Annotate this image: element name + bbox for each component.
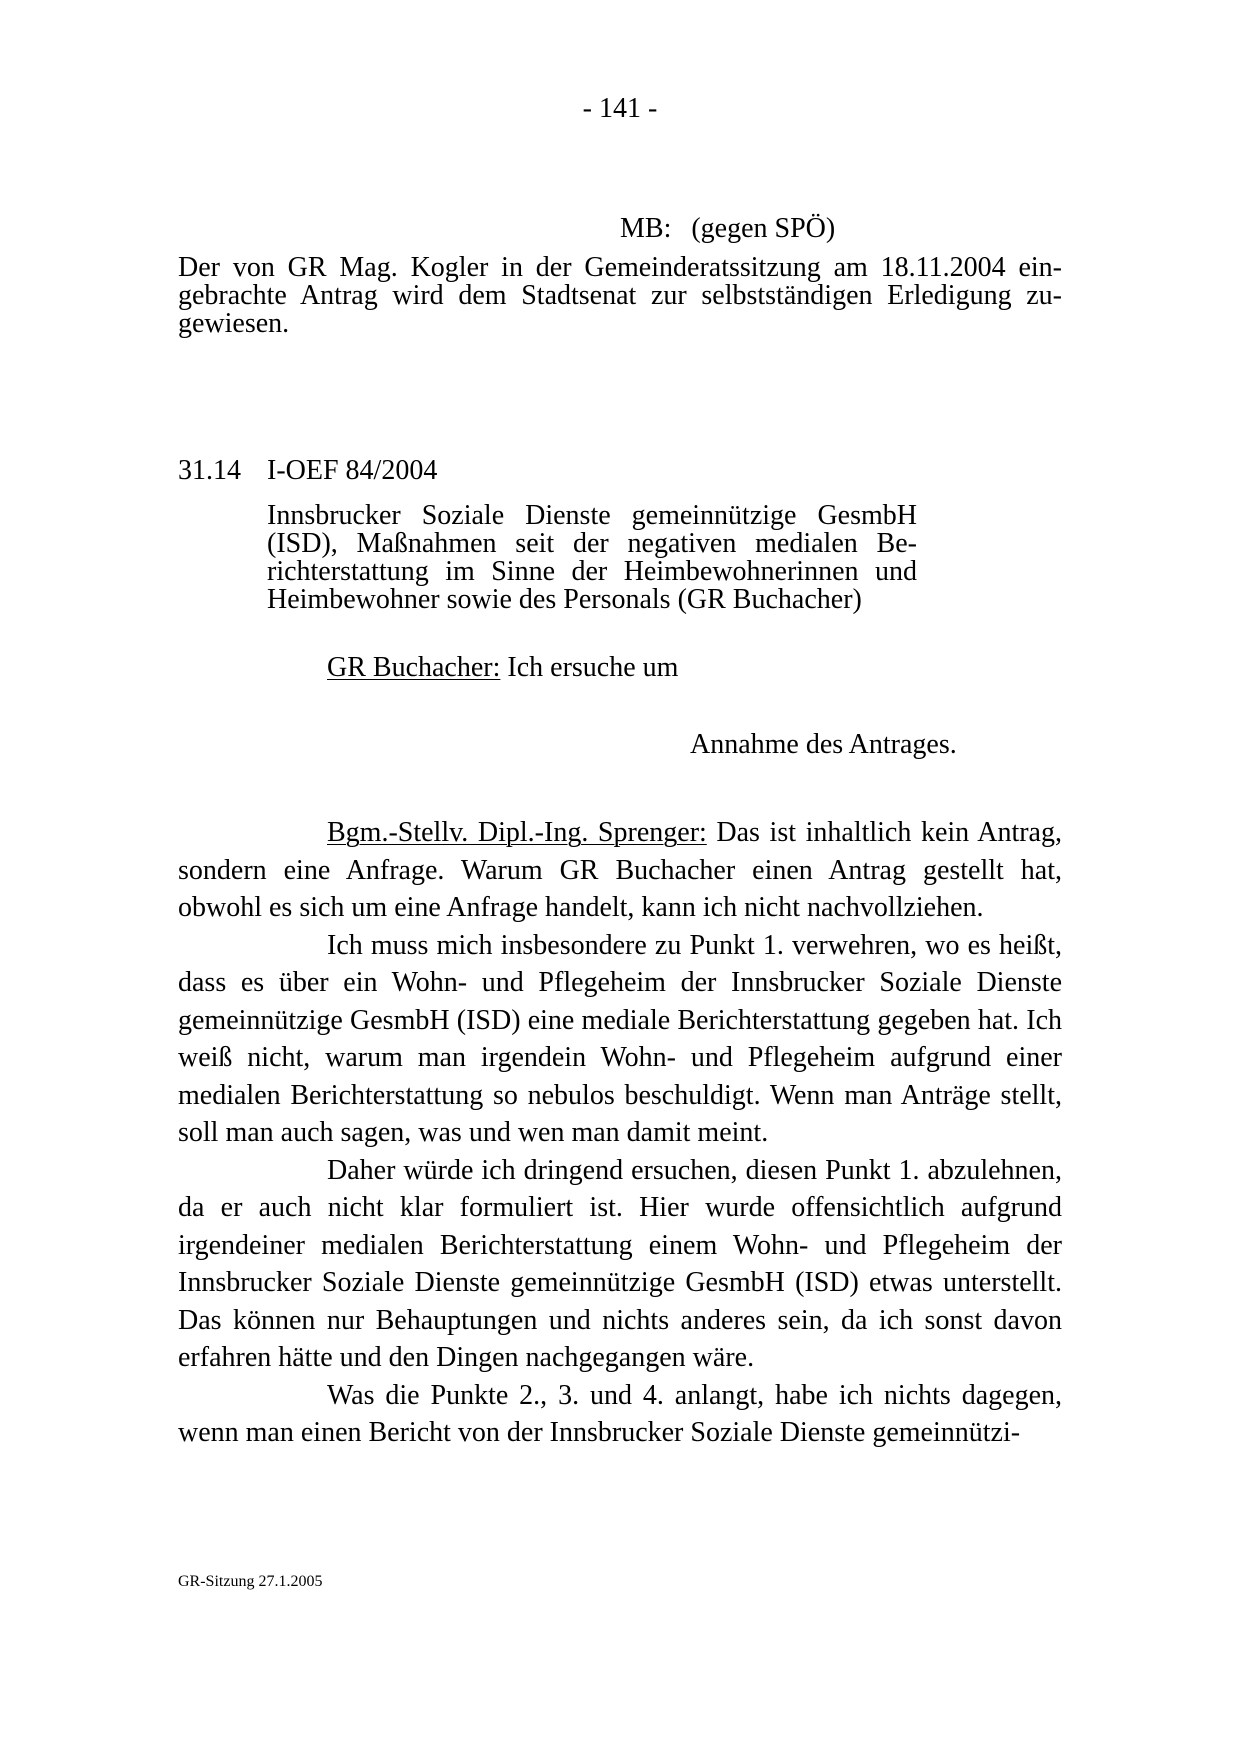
vote-result (620, 212, 835, 246)
paragraph (178, 814, 1062, 927)
statement-sprenger (178, 814, 1062, 1452)
statement-buchacher-continuation: Annahme des Antrages. (690, 729, 957, 760)
decision-text: Der von GR Mag. Kogler in der Gemeinderatssitzung am 18.11.2004 eingebrachte Antrag wird dem Stadtsenat zur selbstständigen Erledigung zugewiesen. (178, 252, 1062, 339)
paragraph: Ich muss mich insbesondere zu Punkt 1. verwehren, wo es heißt, dass es über ein Wohn- und Pflegeheim der Innsbrucker Soziale Dienste gemeinnützige GesmbH (ISD) eine mediale Berichterstattung gegeben hat. Ich weiß nicht, warum man irgendein Wohn- und Pflegeheim aufgrund einer medialen Berichterstattung so nebulos beschuldigt. Wenn man Anträge stellt, soll man auch sagen, was und wen man damit meint. (178, 929, 1062, 1148)
statement-text: Ich ersuche um (500, 652, 679, 683)
speaker-name: GR Buchacher: (327, 652, 501, 683)
agenda-item-number: 31.14 (178, 455, 241, 486)
page-footer: GR-Sitzung 27.1.2005 (178, 1573, 323, 1590)
paragraph: Was die Punkte 2., 3. und 4. anlangt, habe ich nichts dagegen, wenn man einen Bericht von der Innsbrucker Soziale Dienste gemeinnützi- (178, 1379, 1062, 1448)
statement-buchacher (327, 651, 678, 685)
paragraph: Daher würde ich dringend ersuchen, diesen Punkt 1. abzulehnen, da er auch nicht klar formuliert ist. Hier wurde offensichtlich aufgrund irgendeiner medialen Berichterstattung einem Wohn- und Pflegeheim der Innsbrucker Soziale Dienste gemeinnützige GesmbH (ISD) etwas unterstellt. Das können nur Behauptungen und nichts anderes sein, da ich sonst davon erfahren hätte und den Dingen nachgegangen wäre. (178, 1154, 1062, 1373)
paragraph-text: Das ist inhaltlich kein Antrag, sondern eine Anfrage. Warum GR Buchacher einen Antrag gestellt hat, obwohl es sich um eine Anfrage handelt, kann ich nicht nachvollziehen. (178, 817, 1062, 923)
page-number: - 141 - (582, 93, 658, 124)
vote-value: (gegen SPÖ) (691, 213, 836, 244)
agenda-item-code: I-OEF 84/2004 (267, 455, 438, 486)
speaker-name: Bgm.-Stellv. Dipl.-Ing. Sprenger: (327, 817, 707, 848)
agenda-item-title: Innsbrucker Soziale Dienste gemeinnützige GesmbH (ISD), Maßnahmen seit der negativen medialen Berichterstattung im Sinne der Heimbewohnerinnen und Heimbewohner sowie des Personals (GR Buchacher) (267, 500, 917, 615)
vote-label: MB: (620, 213, 672, 244)
